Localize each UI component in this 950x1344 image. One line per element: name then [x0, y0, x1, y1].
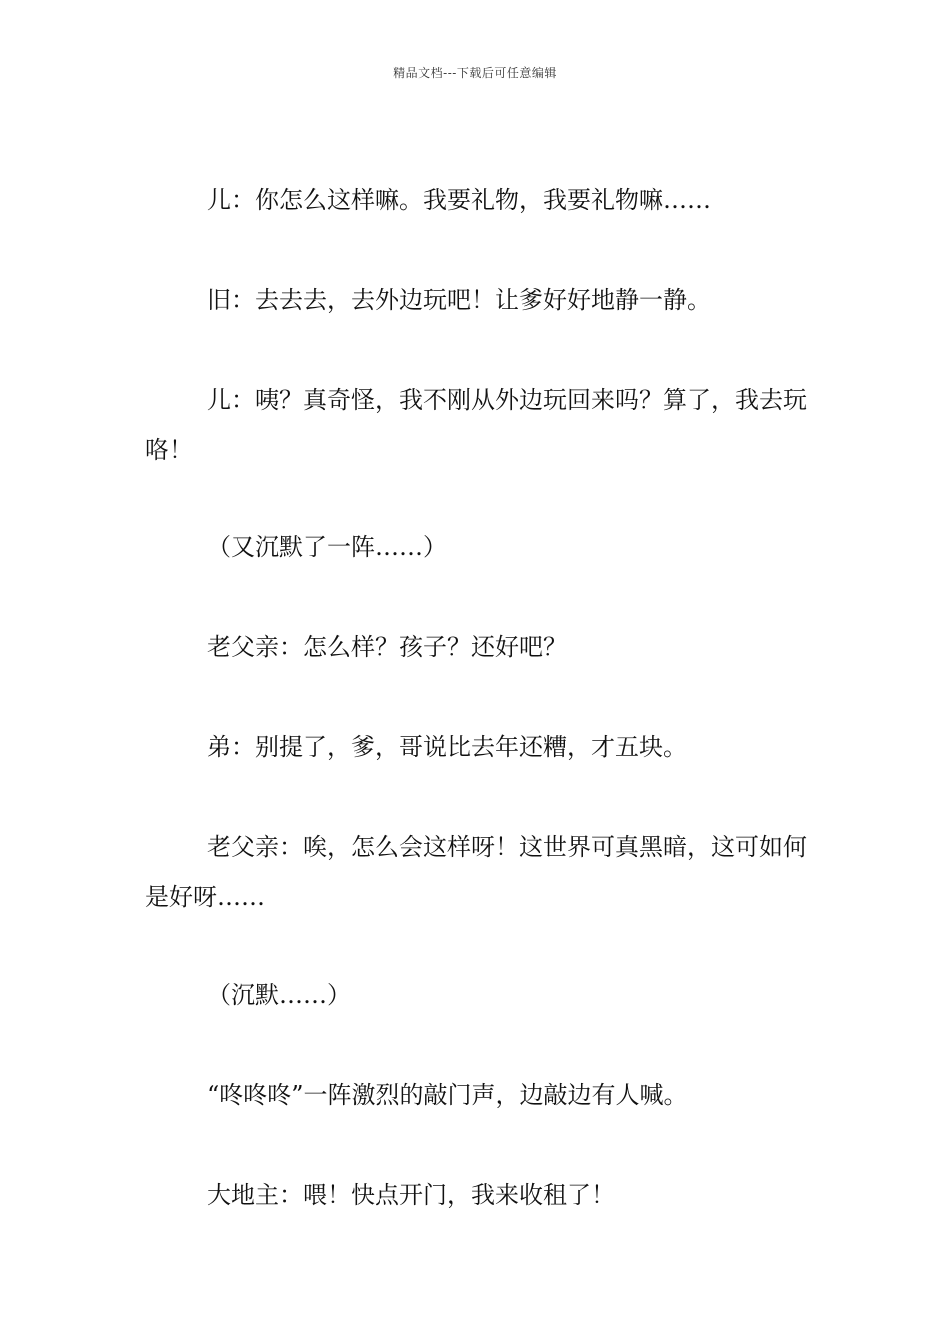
paragraph-1: 儿：你怎么这样嘛。我要礼物，我要礼物嘛…… — [207, 186, 711, 214]
page-header: 精品文档---下载后可任意编辑 — [393, 66, 557, 80]
paragraph-7: 老父亲：唉，怎么会这样呀！这世界可真黑暗，这可如何是好呀…… — [145, 833, 807, 911]
paragraph-3: 儿：咦？真奇怪，我不刚从外边玩回来吗？算了，我去玩咯！ — [145, 386, 807, 464]
paragraph-2: 旧：去去去，去外边玩吧！让爹好好地静一静。 — [207, 286, 711, 314]
paragraph-9: “咚咚咚”一阵激烈的敲门声，边敲边有人喊。 — [207, 1081, 688, 1109]
paragraph-6: 弟：别提了，爹，哥说比去年还糟，才五块。 — [207, 733, 687, 761]
paragraph-8: （沉默……） — [207, 981, 351, 1009]
paragraph-10: 大地主：喂！快点开门，我来收租了！ — [207, 1181, 615, 1209]
paragraph-5: 老父亲：怎么样？孩子？还好吧？ — [207, 633, 567, 661]
paragraph-4: （又沉默了一阵……） — [207, 533, 447, 561]
